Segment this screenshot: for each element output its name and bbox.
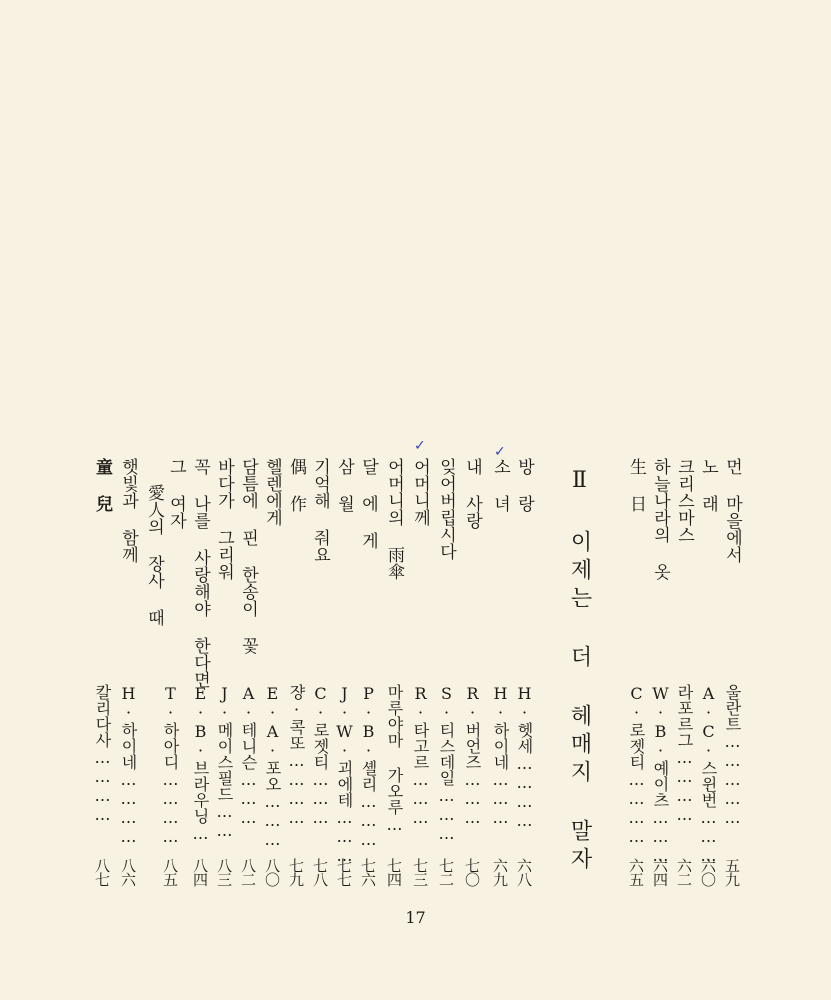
entry-page: 七二 — [437, 858, 455, 886]
entry-page: 七九 — [287, 858, 305, 886]
entry-page: 八七 — [93, 858, 111, 886]
entry-title: 담틈에 핀 한송이 꽃 — [238, 458, 258, 654]
entry-title: 달 에 게 — [358, 458, 378, 549]
entry-author: 칼리다사………… — [93, 684, 112, 824]
entry-author: J·메이스필드…… — [215, 684, 234, 840]
page-number: 17 — [405, 908, 426, 927]
entry-page: 七四 — [385, 858, 403, 886]
entry-title: 童 兒 — [92, 458, 112, 512]
entry-page: 八〇 — [263, 858, 281, 886]
entry-author: R·버언즈……… — [463, 684, 482, 827]
entry-title: 어머니께 — [410, 458, 430, 526]
entry-page: 六〇 — [699, 858, 717, 886]
entry-page: 六八 — [515, 858, 533, 886]
entry-page: 六四 — [651, 858, 669, 886]
entry-title: 먼 마을에서 — [722, 458, 742, 563]
entry-page: 七八 — [311, 858, 329, 886]
entry-page: 五九 — [723, 858, 741, 886]
section-heading: Ⅱ 이제는 더 헤매지 말자 — [567, 468, 592, 875]
pen-check-mark: ✓ — [494, 444, 506, 460]
entry-author: 울란트…………… — [723, 684, 742, 827]
entry-author: T·하아디………… — [161, 684, 180, 846]
entry-title: 바다가 그리워 — [214, 458, 234, 580]
entry-title: 愛人의 장사 때 — [144, 484, 164, 626]
entry-title: 그 여자 — [166, 458, 186, 529]
entry-author: A·C·스윈번……… — [699, 684, 718, 865]
entry-author: 라포르그………… — [675, 684, 694, 824]
entry-page: 七六 — [359, 858, 377, 886]
entry-title: 헬렌에게 — [262, 458, 282, 526]
entry-author: H·헷세………… — [515, 684, 534, 830]
entry-title: 노 래 — [698, 458, 718, 512]
entry-title: 生 日 — [626, 458, 646, 512]
entry-title: 햇빛과 함께 — [118, 458, 138, 563]
entry-author: J·W·괴에테……… — [335, 684, 354, 865]
entry-title: 크리스마스 — [674, 458, 694, 543]
entry-title: 방 랑 — [514, 458, 534, 512]
entry-author: C·로젯티………… — [627, 684, 646, 846]
entry-title: 꼭 나를 사랑해야 한다면 — [190, 458, 210, 688]
entry-page: 八二 — [239, 858, 257, 886]
entry-title: 소 녀 — [490, 458, 510, 512]
entry-author: H·하이네………… — [119, 684, 138, 846]
entry-page: 六二 — [675, 858, 693, 886]
entry-author: E·A·포오……… — [263, 684, 282, 849]
entry-author: H·하이네……… — [491, 684, 510, 827]
entry-author: W·B·예이츠……… — [651, 684, 670, 865]
entry-page: 八四 — [191, 858, 209, 886]
entry-page: 六九 — [491, 858, 509, 886]
entry-page: 七七 — [335, 858, 353, 886]
entry-title: 삼 월 — [334, 458, 354, 512]
entry-page: 七三 — [411, 858, 429, 886]
entry-page: 八五 — [161, 858, 179, 886]
entry-title: 하늘나라의 옷 — [650, 458, 670, 580]
entry-title: 偶 作 — [286, 458, 306, 512]
entry-author: A·테니슨……… — [239, 684, 258, 827]
entry-title: 기억해 줘요 — [310, 458, 330, 563]
entry-page: 六五 — [627, 858, 645, 886]
entry-author: R·타고르……… — [411, 684, 430, 827]
entry-author: 마루야마 가오루… — [385, 684, 404, 834]
entry-page: 八三 — [215, 858, 233, 886]
entry-title: 어머니의 雨傘 — [384, 458, 404, 580]
entry-author: P·B·셸리……… — [359, 684, 378, 849]
pen-check-mark: ✓ — [414, 438, 426, 454]
entry-page: 七〇 — [463, 858, 481, 886]
entry-author: 쟝·콕또………… — [287, 684, 306, 827]
entry-page: 八六 — [119, 858, 137, 886]
entry-title: 내 사랑 — [462, 458, 482, 529]
entry-author: S·티스데일……… — [437, 684, 456, 843]
entry-author: E·B·브라우닝… — [191, 684, 210, 843]
entry-title: 잊어버립시다 — [436, 458, 456, 560]
entry-author: C·로젯티……… — [311, 684, 330, 827]
